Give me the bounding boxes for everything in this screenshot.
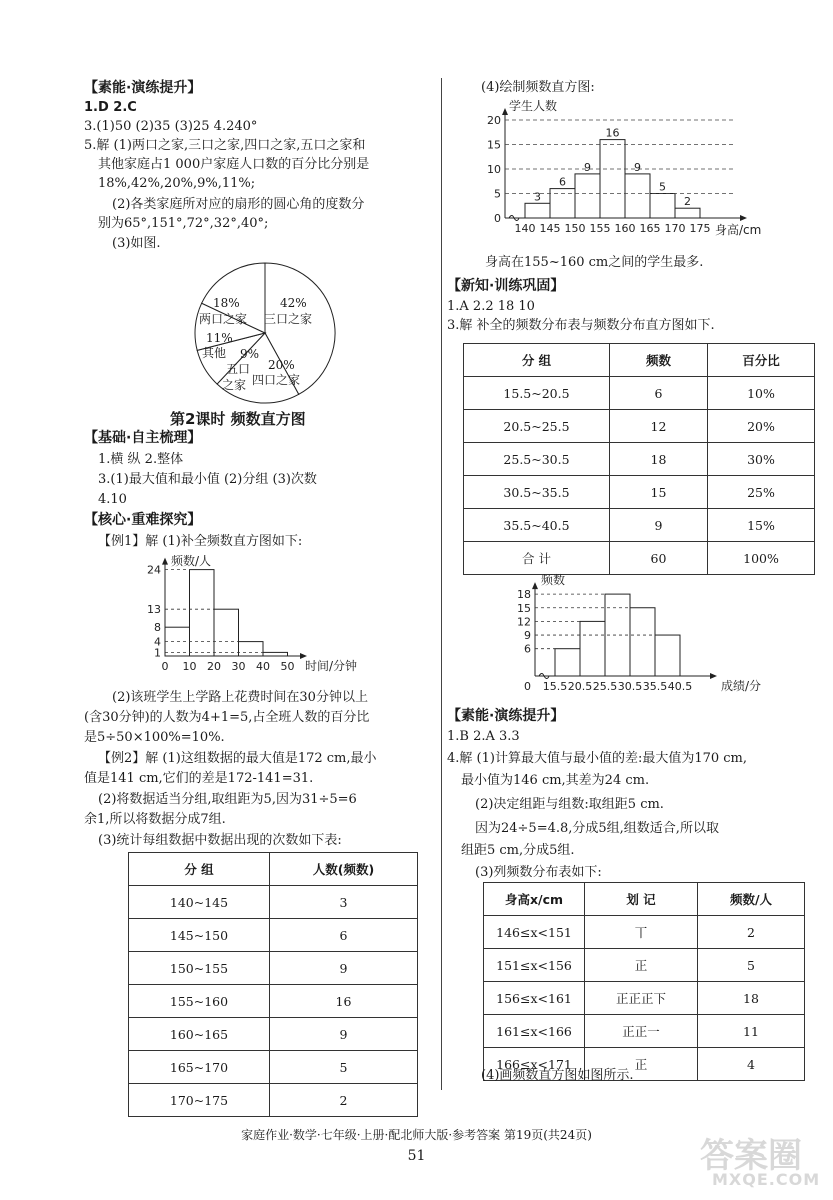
table-cell: 12 bbox=[610, 410, 708, 443]
table-cell: 9 bbox=[610, 509, 708, 542]
table-cell: 2 bbox=[698, 916, 805, 949]
table-cell: 4 bbox=[698, 1048, 805, 1081]
table-row bbox=[464, 476, 815, 509]
table-cell: 合 计 bbox=[464, 542, 610, 575]
table-cell: 正正一 bbox=[585, 1015, 698, 1048]
pie-label-name-wk-b: 之家 bbox=[222, 378, 247, 392]
table-header: 人数(频数) bbox=[270, 853, 418, 886]
y-axis-arrow bbox=[162, 558, 168, 565]
answer-line: (2)决定组距与组数:取组距5 cm. bbox=[475, 797, 664, 812]
table-cell: 18 bbox=[698, 982, 805, 1015]
table-cell: 9 bbox=[270, 1018, 418, 1051]
y-tick-label: 4 bbox=[154, 635, 161, 649]
y-tick-label: 15 bbox=[517, 601, 531, 615]
table-row bbox=[464, 443, 815, 476]
table-cell: 100% bbox=[708, 542, 815, 575]
y-tick-label: 24 bbox=[147, 563, 161, 577]
table-cell: 15% bbox=[708, 509, 815, 542]
x-tick-label: 40.5 bbox=[667, 680, 693, 693]
table-cell: 170~175 bbox=[129, 1084, 270, 1117]
table-header-row bbox=[129, 853, 418, 886]
x-axis-label: 身高/cm bbox=[715, 223, 762, 237]
y-tick-label: 13 bbox=[147, 603, 161, 617]
x-tick-label: 10 bbox=[182, 660, 197, 673]
page-number: 51 bbox=[407, 1148, 426, 1164]
x-axis-arrow bbox=[740, 215, 747, 221]
table-cell: 2 bbox=[270, 1084, 418, 1117]
y-tick-label: 5 bbox=[494, 187, 501, 201]
table-cell: 18 bbox=[610, 443, 708, 476]
section-header-xinzhi: 【新知·训练巩固】 bbox=[447, 278, 565, 294]
y-tick-label: 18 bbox=[517, 588, 531, 602]
table-row bbox=[129, 1084, 418, 1117]
histogram-bar bbox=[575, 174, 600, 218]
lesson-title: 第2课时 频数直方图 bbox=[170, 410, 306, 428]
table-row bbox=[129, 1051, 418, 1084]
y-axis-label: 学生人数 bbox=[509, 99, 558, 113]
table-cell: 150~155 bbox=[129, 952, 270, 985]
section-header-hexin: 【核心·重难探究】 bbox=[84, 512, 202, 528]
table-cell: 145~150 bbox=[129, 919, 270, 952]
table-row bbox=[464, 377, 815, 410]
table-cell: 146≤x<151 bbox=[484, 916, 585, 949]
x-axis-label: 成绩/分 bbox=[721, 679, 762, 693]
y-tick-label: 0 bbox=[494, 212, 501, 225]
table-row bbox=[129, 1018, 418, 1051]
table-header-row bbox=[464, 344, 815, 377]
pie-label-name-sk: 三口之家 bbox=[264, 312, 313, 326]
answer-line: 是5÷50×100%=10%. bbox=[84, 730, 225, 745]
table-row bbox=[484, 982, 805, 1015]
x-tick-label: 170 bbox=[664, 222, 686, 235]
table-cell: 140~145 bbox=[129, 886, 270, 919]
table-cell: 25% bbox=[708, 476, 815, 509]
x-tick-label: 15.5 bbox=[542, 680, 568, 693]
pie-label-pct-11: 11% bbox=[206, 331, 233, 345]
x-tick-label: 35.5 bbox=[642, 680, 668, 693]
table-row bbox=[464, 410, 815, 443]
histogram-bar bbox=[675, 208, 700, 218]
histogram-bar bbox=[550, 189, 575, 218]
table-cell: 155~160 bbox=[129, 985, 270, 1018]
table-header: 频数/人 bbox=[698, 883, 805, 916]
histogram-bar bbox=[600, 140, 625, 218]
bar-value-label: 16 bbox=[605, 126, 620, 140]
bar-value-label: 3 bbox=[534, 190, 541, 204]
table-cell: 25.5~30.5 bbox=[464, 443, 610, 476]
table-row bbox=[484, 916, 805, 949]
table-header: 分 组 bbox=[129, 853, 270, 886]
answer-line: 3.(1)50 (2)35 (3)25 4.240° bbox=[84, 119, 258, 134]
x-tick-label: 20.5 bbox=[567, 680, 593, 693]
answer-line: 4.10 bbox=[98, 492, 127, 507]
example-1-heading: 【例1】解 (1)补全频数直方图如下: bbox=[98, 534, 303, 549]
x-tick-label: 30.5 bbox=[617, 680, 643, 693]
table-header: 身高x/cm bbox=[484, 883, 585, 916]
table-header: 划 记 bbox=[585, 883, 698, 916]
table-cell: 16 bbox=[270, 985, 418, 1018]
histogram-bar bbox=[555, 649, 580, 676]
answer-line: (4)绘制频数直方图: bbox=[481, 80, 595, 95]
table-cell: 正正正下 bbox=[585, 982, 698, 1015]
bar-value-label: 9 bbox=[584, 160, 591, 174]
histogram-bar bbox=[655, 635, 680, 676]
x-tick-label: 165 bbox=[639, 222, 661, 235]
x-tick-label: 30 bbox=[231, 660, 246, 673]
x-origin-label: 0 bbox=[524, 680, 531, 693]
x-axis-arrow bbox=[710, 673, 717, 679]
table-cell: 30% bbox=[708, 443, 815, 476]
x-tick-label: 40 bbox=[256, 660, 270, 673]
y-tick-label: 12 bbox=[517, 615, 531, 629]
table-row bbox=[484, 1015, 805, 1048]
histogram-bar bbox=[190, 570, 215, 656]
table-header: 百分比 bbox=[708, 344, 815, 377]
table-cell: 15 bbox=[610, 476, 708, 509]
x-tick-label: 20 bbox=[207, 660, 221, 673]
bar-value-label: 5 bbox=[659, 180, 666, 194]
bar-value-label: 2 bbox=[684, 195, 691, 209]
answer-line: 1.D 2.C bbox=[84, 100, 137, 115]
answer-line: 1.A 2.2 18 10 bbox=[447, 299, 535, 314]
answer-line: 18%,42%,20%,9%,11%; bbox=[98, 176, 256, 191]
x-axis-label: 时间/分钟 bbox=[305, 659, 358, 673]
histogram-bar bbox=[263, 652, 288, 656]
table-cell: 165~170 bbox=[129, 1051, 270, 1084]
answer-line: (2)将数据适当分组,取组距为5,因为31÷5=6 bbox=[98, 792, 357, 807]
y-axis-arrow bbox=[502, 108, 508, 115]
histogram-bar bbox=[239, 642, 264, 656]
histogram-bar bbox=[580, 621, 605, 676]
answer-line: (3)如图. bbox=[112, 236, 161, 251]
pie-label-name-lk: 两口之家 bbox=[199, 312, 248, 326]
table-row bbox=[129, 952, 418, 985]
table-cell: 10% bbox=[708, 377, 815, 410]
pie-label-pct-18: 18% bbox=[213, 296, 240, 310]
x-tick-label: 175 bbox=[689, 222, 711, 235]
answer-line: (4)画频数直方图如图所示. bbox=[481, 1068, 634, 1083]
answer-line: (2)该班学生上学路上花费时间在30分钟以上 bbox=[112, 690, 368, 705]
table-row bbox=[464, 509, 815, 542]
answer-line: 1.横 纵 2.整体 bbox=[98, 452, 184, 467]
pie-label-name-qt: 其他 bbox=[202, 346, 227, 360]
answer-line: (3)列频数分布表如下: bbox=[475, 865, 602, 880]
table-cell: 9 bbox=[270, 952, 418, 985]
table-header-row bbox=[484, 883, 805, 916]
x-tick-label: 160 bbox=[614, 222, 636, 235]
y-tick-label: 9 bbox=[524, 629, 531, 643]
table-header: 频数 bbox=[610, 344, 708, 377]
y-axis-arrow bbox=[532, 582, 538, 589]
table-cell: 15.5~20.5 bbox=[464, 377, 610, 410]
answer-line: 5.解 (1)两口之家,三口之家,四口之家,五口之家和 bbox=[84, 138, 366, 153]
table-row bbox=[484, 949, 805, 982]
table-cell: 156≤x<161 bbox=[484, 982, 585, 1015]
answer-line: 4.解 (1)计算最大值与最小值的差:最大值为170 cm, bbox=[447, 751, 748, 766]
histogram-bar bbox=[625, 174, 650, 218]
x-tick-label: 50 bbox=[280, 660, 295, 673]
answer-line: 1.B 2.A 3.3 bbox=[447, 729, 520, 744]
answer-line: 因为24÷5=4.8,分成5组,组数适合,所以取 bbox=[475, 821, 719, 836]
bar-value-label: 6 bbox=[559, 175, 566, 189]
table-cell: 11 bbox=[698, 1015, 805, 1048]
answer-line: (2)各类家庭所对应的扇形的圆心角的度数分 bbox=[112, 197, 365, 212]
histogram-bar bbox=[630, 608, 655, 676]
table-cell: 30.5~35.5 bbox=[464, 476, 610, 509]
answer-line: 3.解 补全的频数分布表与频数分布直方图如下. bbox=[447, 318, 715, 333]
table-cell: 60 bbox=[610, 542, 708, 575]
answer-line: 3.(1)最大值和最小值 (2)分组 (3)次数 bbox=[98, 472, 317, 487]
answer-line: 身高在155~160 cm之间的学生最多. bbox=[485, 255, 704, 270]
table-cell: 151≤x<156 bbox=[484, 949, 585, 982]
y-tick-label: 1 bbox=[154, 646, 161, 660]
answer-line: (3)统计每组数据中数据出现的次数如下表: bbox=[98, 833, 342, 848]
score-histogram bbox=[505, 570, 765, 693]
table-cell: 5 bbox=[698, 949, 805, 982]
table-cell: 160~165 bbox=[129, 1018, 270, 1051]
pie-label-pct-9: 9% bbox=[240, 347, 260, 361]
page-footer: 家庭作业·数学·七年级·上册·配北师大版·参考答案 第19页(共24页) bbox=[241, 1128, 592, 1142]
section-header-suneng-2: 【素能·演练提升】 bbox=[447, 708, 565, 724]
watermark-logo: 答案圈 bbox=[700, 1136, 802, 1176]
pie-label-pct-20: 20% bbox=[268, 358, 295, 372]
table-cell: 166≤x<171 bbox=[484, 1048, 585, 1081]
pie-label-pct-42: 42% bbox=[280, 296, 307, 310]
answer-line: (含30分钟)的人数为4+1=5,占全班人数的百分比 bbox=[84, 710, 370, 725]
answer-line: 别为65°,151°,72°,32°,40°; bbox=[98, 216, 269, 231]
table-cell: 正 bbox=[585, 1048, 698, 1081]
section-header-suneng: 【素能·演练提升】 bbox=[84, 80, 202, 96]
table-cell: 丅 bbox=[585, 916, 698, 949]
answer-line: 组距5 cm,分成5组. bbox=[461, 843, 575, 858]
histogram-bar bbox=[525, 203, 550, 218]
y-tick-label: 8 bbox=[154, 621, 161, 635]
table-cell: 5 bbox=[270, 1051, 418, 1084]
x-tick-label: 0 bbox=[161, 660, 169, 673]
x-tick-label: 25.5 bbox=[592, 680, 618, 693]
pie-label-name-wk-a: 五口 bbox=[226, 362, 251, 376]
pie-label-name-sik: 四口之家 bbox=[252, 373, 301, 387]
x-tick-label: 140 bbox=[514, 222, 536, 235]
score-frequency-table bbox=[463, 343, 815, 575]
column-divider bbox=[441, 78, 442, 1090]
answer-line: 余1,所以将数据分成7组. bbox=[84, 812, 226, 827]
table-cell: 161≤x<166 bbox=[484, 1015, 585, 1048]
table-cell: 20% bbox=[708, 410, 815, 443]
answer-line: 其他家庭占1 000户家庭人口数的百分比分别是 bbox=[98, 157, 370, 172]
table-cell: 3 bbox=[270, 886, 418, 919]
y-tick-label: 20 bbox=[487, 114, 501, 127]
answer-line: 最小值为146 cm,其差为24 cm. bbox=[461, 773, 650, 788]
answer-line: 值是141 cm,它们的差是172-141=31. bbox=[84, 771, 314, 786]
x-tick-label: 155 bbox=[589, 222, 611, 235]
y-axis-label: 频数 bbox=[541, 573, 566, 587]
table-cell: 6 bbox=[270, 919, 418, 952]
table-header: 分 组 bbox=[464, 344, 610, 377]
height-frequency-table bbox=[128, 852, 418, 1117]
table-row bbox=[129, 985, 418, 1018]
watermark-url: MXQE.COM bbox=[712, 1170, 821, 1189]
example-2-heading: 【例2】解 (1)这组数据的最大值是172 cm,最小 bbox=[98, 751, 377, 766]
table-row bbox=[129, 886, 418, 919]
bar-value-label: 9 bbox=[634, 160, 641, 174]
table-cell: 20.5~25.5 bbox=[464, 410, 610, 443]
y-axis-label: 频数/人 bbox=[171, 554, 212, 568]
histogram-bar bbox=[650, 194, 675, 219]
x-tick-label: 145 bbox=[539, 222, 561, 235]
table-cell: 6 bbox=[610, 377, 708, 410]
table-row bbox=[129, 919, 418, 952]
height-tally-table bbox=[483, 882, 805, 1081]
table-cell: 35.5~40.5 bbox=[464, 509, 610, 542]
student-height-histogram bbox=[460, 100, 760, 255]
table-cell: 正 bbox=[585, 949, 698, 982]
y-tick-label: 6 bbox=[524, 642, 531, 656]
x-tick-label: 150 bbox=[564, 222, 586, 235]
y-tick-label: 10 bbox=[487, 163, 501, 176]
y-tick-label: 15 bbox=[487, 138, 501, 152]
histogram-bar bbox=[214, 609, 239, 656]
commute-time-histogram bbox=[135, 553, 375, 678]
section-header-jichu: 【基础·自主梳理】 bbox=[84, 430, 202, 446]
